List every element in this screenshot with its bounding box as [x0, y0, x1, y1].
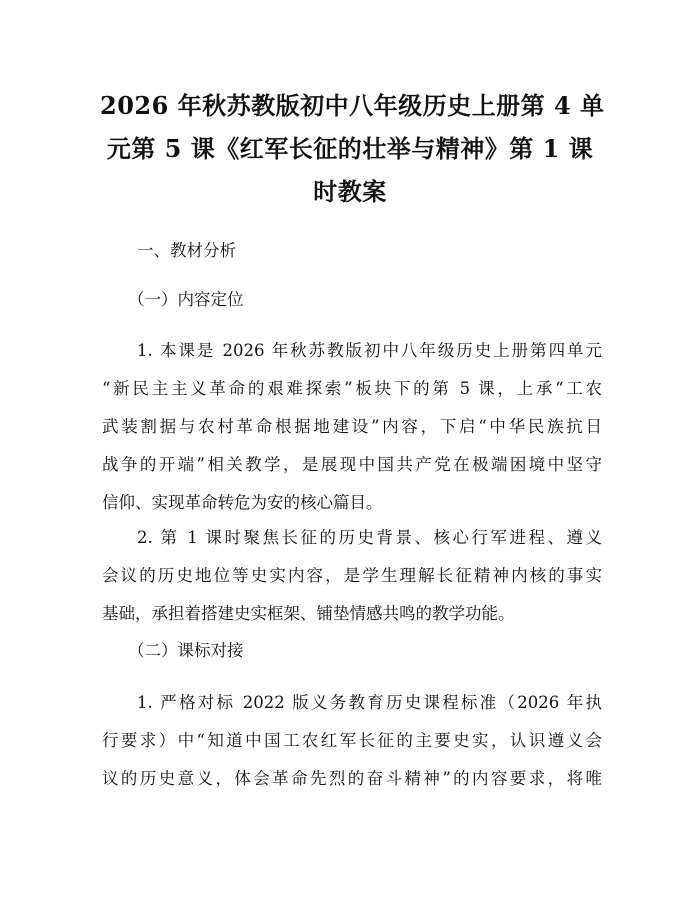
- paragraph-line: 会议的历史地位等史实内容，是学生理解长征精神内核的事实: [102, 566, 602, 585]
- paragraph-content-positioning-2: [102, 519, 602, 633]
- title-line: 时教案: [313, 177, 387, 206]
- paragraph-line: 1. 严格对标 2022 版义务教育历史课程标准（2026 年执: [137, 693, 602, 712]
- paragraph-line: 信仰、实现革命转危为安的核心篇目。: [102, 493, 383, 512]
- document-title: [100, 84, 605, 213]
- paragraph-line: 2. 第 1 课时聚焦长征的历史背景、核心行军进程、遵义: [137, 528, 602, 547]
- subsection-heading-curriculum-alignment: （二）课标对接: [128, 641, 244, 660]
- paragraph-line: 行要求）中“知道中国工农红军长征的主要史实，认识遵义会: [102, 731, 602, 750]
- paragraph-line: 议的历史意义，体会革命先烈的奋斗精神”的内容要求，将唯: [102, 769, 602, 788]
- paragraph-line: 1. 本课是 2026 年秋苏教版初中八年级历史上册第四单元: [137, 341, 602, 360]
- paragraph-line: 基础，承担着搭建史实框架、铺垫情感共鸣的教学功能。: [102, 604, 515, 623]
- subsection-heading-content-positioning: （一）内容定位: [128, 290, 244, 309]
- title-line: 元第 5 课《红军长征的壮举与精神》第 1 课: [106, 134, 594, 163]
- title-line: 2026 年秋苏教版初中八年级历史上册第 4 单: [100, 91, 605, 120]
- paragraph-line: 战争的开端”相关教学，是展现中国共产党在极端困境中坚守: [102, 455, 602, 474]
- paragraph-curriculum-alignment-1: [102, 684, 602, 798]
- section-heading-textbook-analysis: 一、教材分析: [137, 241, 236, 260]
- paragraph-line: 武装割据与农村革命根据地建设”内容，下启“中华民族抗日: [102, 417, 602, 436]
- paragraph-content-positioning-1: [102, 332, 602, 522]
- paragraph-line: “新民主主义革命的艰难探索”板块下的第 5 课，上承“工农: [102, 379, 602, 398]
